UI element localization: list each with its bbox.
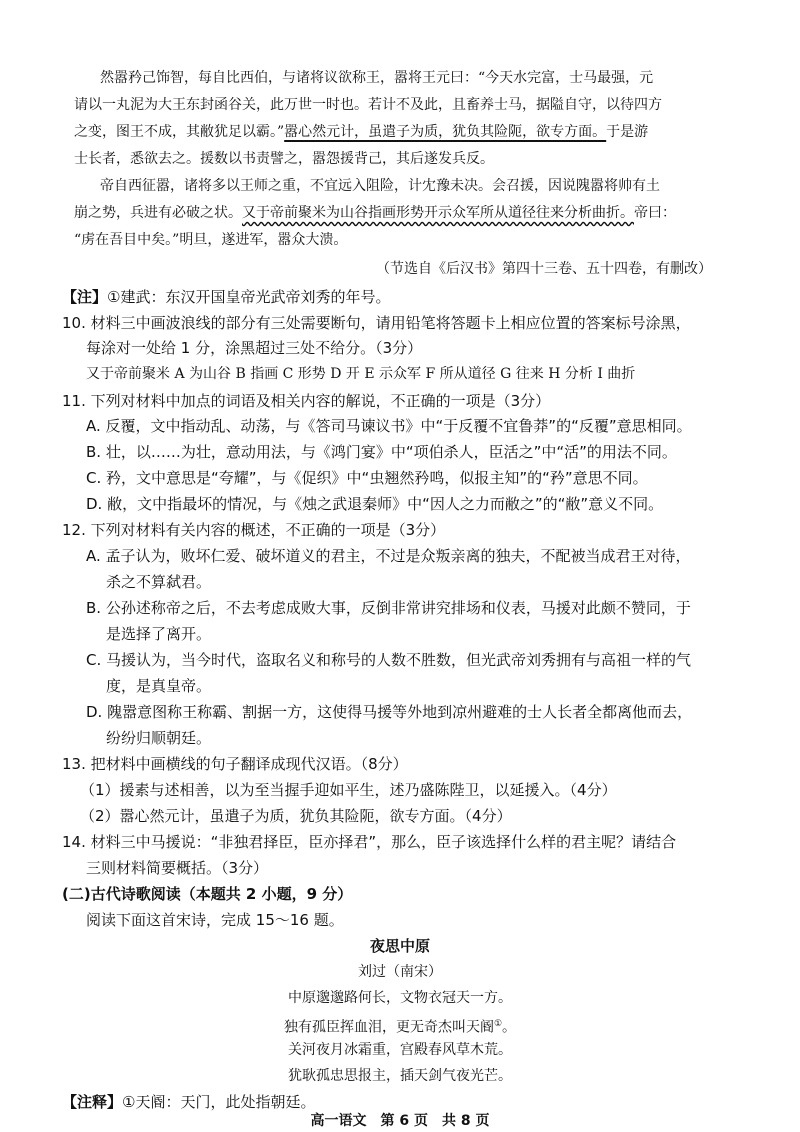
poem-title: 夜思中原 xyxy=(369,937,430,955)
passage-line: 帝自西征嚣，诸将多以王师之重，不宜远入阻险，计冘豫未决。会召援，因说隗嚣将帅有土 xyxy=(100,178,660,194)
poem-line-2 xyxy=(0,1014,800,1038)
passage-line xyxy=(74,122,648,142)
passage-line xyxy=(74,203,676,223)
question-13-sentence-2: （2）嚣心然元计，虽遣子为质，犹负其险阨，欲专方面。（4分） xyxy=(80,807,512,825)
poem-line-4: 犹耿孤忠思报主，插天剑气夜光芒。 xyxy=(288,1068,512,1084)
question-12-option-b: B. 公孙述称帝之后，不去考虑成败大事，反倒非常讲究排场和仪表，马援对此颇不赞同，于 xyxy=(86,599,691,617)
note xyxy=(62,287,390,307)
poem-line-2-end: 。 xyxy=(502,1019,517,1036)
poem-line-2-text: 独有孤臣挥血泪，更无奇杰叫天阍 xyxy=(283,1019,494,1036)
question-11-option-b: B. 壮，以……为壮，意动用法，与《鸿门宴》中“项伯杀人，臣活之”中“活”的用法不同。 xyxy=(86,443,677,461)
page-footer: 高一语文 第 6 页 共 8 页 xyxy=(310,1113,490,1129)
question-11-option-c: C. 矜，文中意思是“夸耀”，与《促织》中“虫翘然矜鸣，似报主知”的“矜”意思不同。 xyxy=(86,469,648,487)
section-title: (二)古代诗歌阅读（本题共 2 小题，9 分） xyxy=(62,885,353,903)
question-11-option-d: D. 敝，文中指最坏的情况，与《烛之武退秦师》中“因人之力而敝之”的“敝”意义不同。 xyxy=(86,495,664,513)
poem-author: 刘过（南宋） xyxy=(358,964,442,980)
section-intro: 阅读下面这首宋诗，完成 15～16 题。 xyxy=(86,911,344,929)
underlined-sentence: 嚣心然元计，虽遣子为质，犹负其险阨，欲专方面。 xyxy=(284,124,607,140)
footnote-mark: ① xyxy=(493,1019,503,1029)
question-14-stem-cont: 三则材料简要概括。（3分） xyxy=(86,859,269,877)
note-label: 【注】 xyxy=(62,288,108,306)
question-12-option-d: D. 隗嚣意图称王称霸、割据一方，这使得马援等外地到凉州避难的士人长者全都离他而去， xyxy=(86,703,693,721)
question-12-option-a-cont: 杀之不算弑君。 xyxy=(106,573,212,591)
note-text: ①建武：东汉开国皇帝光武帝刘秀的年号。 xyxy=(107,288,391,306)
passage-line: 请以一丸泥为大王东封函谷关，此万世一时也。若计不及此，且畜养士马，据隘自守，以待四方 xyxy=(74,97,662,113)
passage-line: 然嚣矜己饰智，每自比西伯，与诸将议欲称王，嚣将王元曰：“今天水完富，士马最强，元 xyxy=(100,70,654,86)
question-10-stem: 10. 材料三中画波浪线的部分有三处需要断句，请用铅笔将答题卡上相应位置的答案标号涂黑， xyxy=(62,314,691,332)
question-10-options: 又于帝前聚米 A 为山谷 B 指画 C 形势 D 开 E 示众军 F 所从道径 G 往来 H 分析 I 曲折 xyxy=(86,366,636,382)
question-12-option-a: A. 孟子认为，败坏仁爱、破坏道义的君主，不过是众叛亲离的独夫，不配被当成君王对待， xyxy=(86,547,691,565)
question-14-stem: 14. 材料三中马援说：“非独君择臣，臣亦择君”，那么，臣子该选择什么样的君主呢？请结合 xyxy=(62,833,677,851)
passage-text: 帝曰： xyxy=(634,205,676,221)
question-11-option-a: A. 反覆，文中指动乱、动荡，与《答司马谏议书》中“于反覆不宜鲁莽”的“反覆”意思相同。 xyxy=(86,417,692,435)
poem-note-text: ①天阍：天门，此处指朝廷。 xyxy=(122,1093,316,1111)
poem-line-1: 中原邈邈路何长，文物衣冠天一方。 xyxy=(288,990,512,1006)
question-13-sentence-1: （1）援素与述相善，以为至当握手迎如平生，述乃盛陈陛卫，以延援入。（4分） xyxy=(80,781,617,799)
question-10-stem-cont: 每涂对一处给 1 分，涂黑超过三处不给分。（3分） xyxy=(86,339,423,357)
passage-line: 士长者，悉欲去之。援数以书责譬之，嚣怨援背己，其后遂发兵反。 xyxy=(74,151,494,167)
question-12-option-b-cont: 是选择了离开。 xyxy=(106,625,212,643)
poem-note xyxy=(62,1092,315,1112)
poem-line-3: 关河夜月冰霜重，宫殿春风草木荒。 xyxy=(288,1042,512,1058)
passage-text: 于是游 xyxy=(606,124,649,140)
wavy-underlined-sentence: 又于帝前聚米为山谷指画形势开示众军所从道径往来分析曲折。 xyxy=(242,205,634,221)
passage-source: （节选自《后汉书》第四十三卷、五十四卷，有删改） xyxy=(376,261,712,277)
poem-note-label: 【注释】 xyxy=(62,1093,123,1111)
passage-text: 崩之势，兵进有必破之状。 xyxy=(74,205,242,221)
passage-line: “虏在吾目中矣。”明旦，遂进军，嚣众大溃。 xyxy=(74,232,348,248)
question-13-stem: 13. 把材料中画横线的句子翻译成现代汉语。（8分） xyxy=(62,755,408,773)
question-12-stem: 12. 下列对材料有关内容的概述，不正确的一项是（3分） xyxy=(62,521,446,539)
passage-text: 之变，图王不成，其敝犹足以霸。” xyxy=(74,124,285,140)
question-12-option-c: C. 马援认为，当今时代，盗取名义和称号的人数不胜数，但光武帝刘秀拥有与高祖一样的气 xyxy=(86,651,692,669)
question-12-option-d-cont: 纷纷归顺朝廷。 xyxy=(106,729,212,747)
question-12-option-c-cont: 度，是真皇帝。 xyxy=(106,677,212,695)
question-11-stem: 11. 下列对材料中加点的词语及相关内容的解说，不正确的一项是（3分） xyxy=(62,392,551,410)
